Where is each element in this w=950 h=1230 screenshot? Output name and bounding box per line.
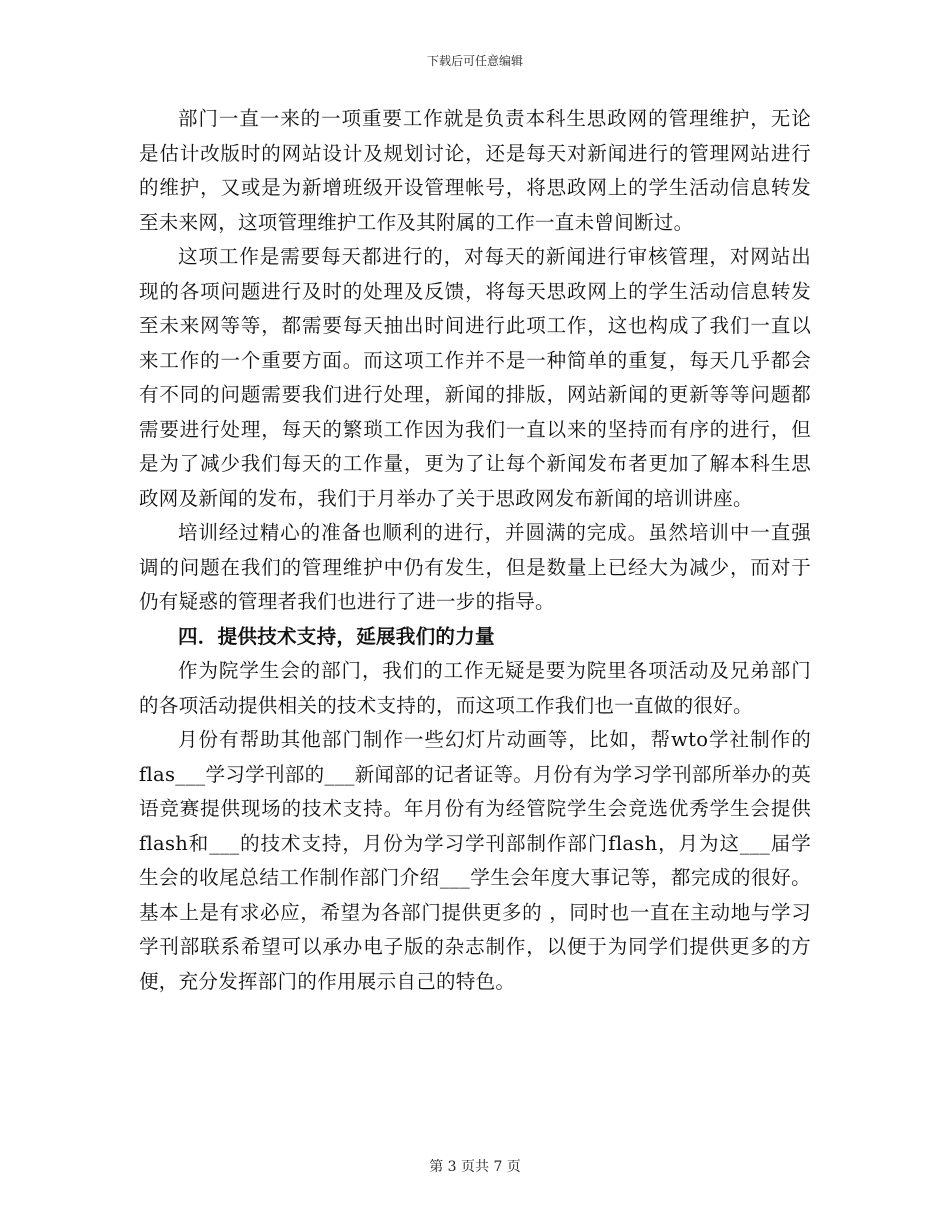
paragraph-website-maintenance: 部门一直一来的一项重要工作就是负责本科生思政网的管理维护，无论是估计改版时的网站设计及规划讨论，还是每天对新闻进行的管理网站进行的维护，又或是为新增班级开设管理帐号，将思政网上的学生活动信息转发至未来网，这项管理维护工作及其附属的工作一直未曾间断过。 xyxy=(139,107,811,234)
page-header: 下载后可任意编辑 xyxy=(426,54,523,68)
document-body xyxy=(139,102,811,999)
paragraph-monthly-activities: 月份有帮助其他部门制作一些幻灯片动画等，比如，帮wto学社制作的flas___学习学刊部的___新闻部的记者证等。月份有为学习学刊部所举办的英语竞赛提供现场的技术支持。年月份有为经管院学生会竞选优秀学生会提供flash和___的技术支持，月份为学习学刊部制作部门flash，月为这___届学生会的收尾总结工作制作部门介绍___学生会年度大事记等，都完成的很好。基本上是有求必应，希望为各部门提供更多的 ，同时也一直在主动地与学习学刊部联系希望可以承办电子版的杂志制作，以便于为同学们提供更多的方便，充分发挥部门的作用展示自己的特色。 xyxy=(139,728,811,993)
paragraph-tech-support: 作为院学生会的部门，我们的工作无疑是要为院里各项活动及兄弟部门的各项活动提供相关的技术支持的，而这项工作我们也一直做的很好。 xyxy=(139,659,811,717)
paragraph-daily-work: 这项工作是需要每天都进行的，对每天的新闻进行审核管理，对网站出现的各项问题进行及时的处理及反馈，将每天思政网上的学生活动信息转发至未来网等等，都需要每天抽出时间进行此项工作，这也构成了我们一直以来工作的一个重要方面。而这项工作并不是一种简单的重复，每天几乎都会有不同的问题需要我们进行处理，新闻的排版，网站新闻的更新等等问题都需要进行处理，每天的繁琐工作因为我们一直以来的坚持而有序的进行，但是为了减少我们每天的工作量，更为了让每个新闻发布者更加了解本科生思政网及新闻的发布，我们于月举办了关于思政网发布新闻的培训讲座。 xyxy=(139,245,811,510)
section-heading: 四．提供技术支持，延展我们的力量 xyxy=(178,624,495,648)
paragraph-training: 培训经过精心的准备也顺利的进行，并圆满的完成。虽然培训中一直强调的问题在我们的管理维护中仍有发生，但是数量上已经大为减少，而对于仍有疑惑的管理者我们也进行了进一步的指导。 xyxy=(139,521,811,613)
page-footer: 第 3 页共 7 页 xyxy=(429,1159,521,1175)
